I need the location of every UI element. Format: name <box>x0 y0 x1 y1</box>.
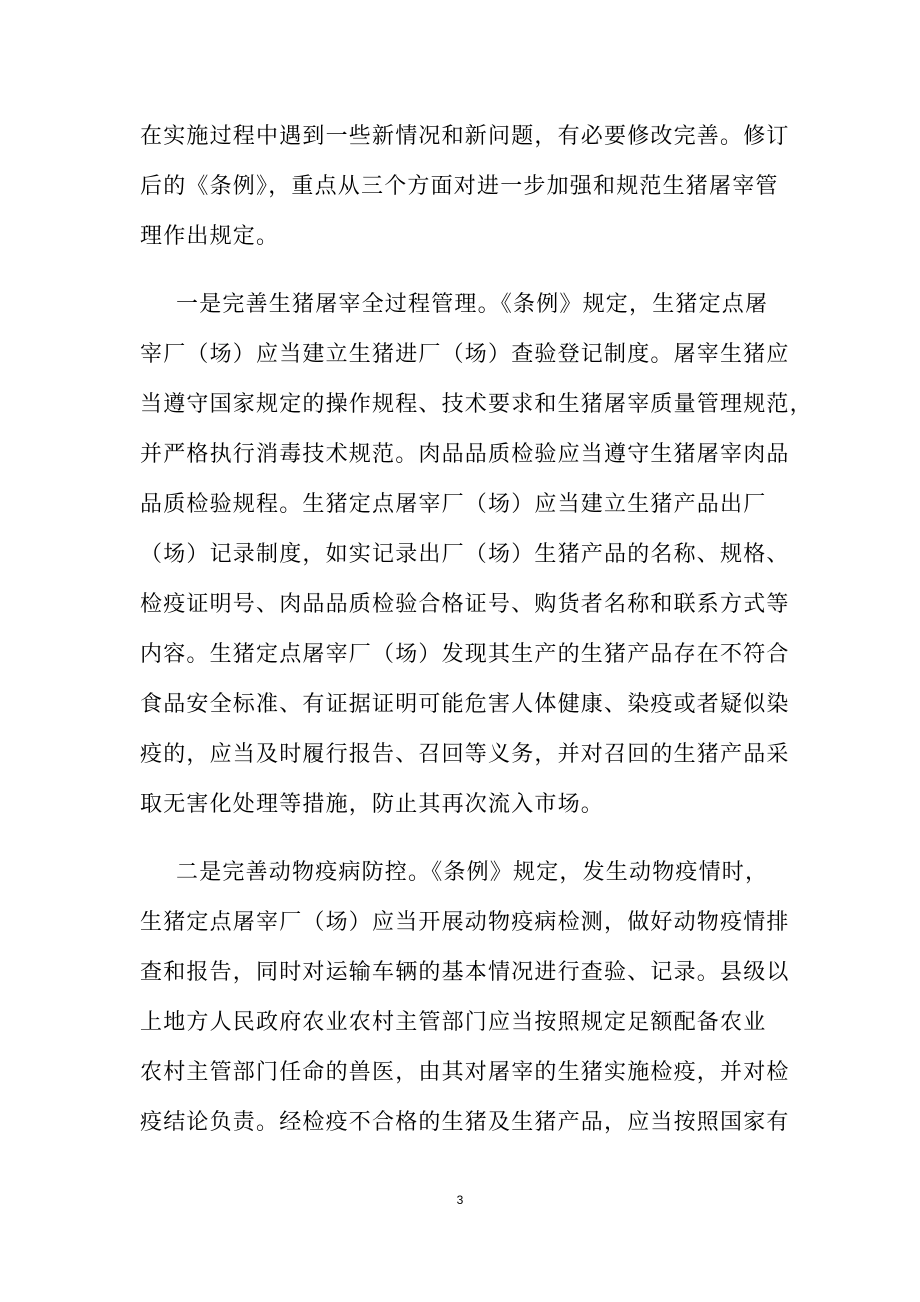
text-line: 食品安全标准、有证据证明可能危害人体健康、染疫或者疑似染 <box>140 692 790 717</box>
text-line: 上地方人民政府农业农村主管部门应当按照规定足额配备农业 <box>140 1010 767 1035</box>
text-line: 当遵守国家规定的操作规程、技术要求和生猪屠宰质量管理规范， <box>140 392 813 417</box>
text-line: 取无害化处理等措施，防止其再次流入市场。 <box>140 792 605 817</box>
text-line: 品质检验规程。生猪定点屠宰厂（场）应当建立生猪产品出厂 <box>140 492 767 517</box>
text-line: 生猪定点屠宰厂（场）应当开展动物疫病检测，做好动物疫情排 <box>140 910 790 935</box>
text-line: 理作出规定。 <box>140 224 280 249</box>
text-line: （场）记录制度，如实记录出厂（场）生猪产品的名称、规格、 <box>140 542 790 567</box>
text-line: 内容。生猪定点屠宰厂（场）发现其生产的生猪产品存在不符合 <box>140 642 790 667</box>
text-line: 后的《条例》，重点从三个方面对进一步加强和规范生猪屠宰管 <box>140 174 779 199</box>
page-number: 3 <box>456 1193 464 1207</box>
text-line: 一是完善生猪屠宰全过程管理。《条例》规定，生猪定点屠 <box>176 292 769 317</box>
text-line: 疫的，应当及时履行报告、召回等义务，并对召回的生猪产品采 <box>140 742 790 767</box>
text-line: 农村主管部门任命的兽医，由其对屠宰的生猪实施检疫，并对检 <box>140 1060 790 1085</box>
text-line: 疫结论负责。经检疫不合格的生猪及生猪产品，应当按照国家有 <box>140 1110 790 1135</box>
text-line: 二是完善动物疫病防控。《条例》规定，发生动物疫情时， <box>176 860 769 885</box>
text-line: 在实施过程中遇到一些新情况和新问题，有必要修改完善。修订 <box>140 124 790 149</box>
text-line: 宰厂（场）应当建立生猪进厂（场）查验登记制度。屠宰生猪应 <box>140 342 790 367</box>
text-line: 查和报告，同时对运输车辆的基本情况进行查验、记录。县级以 <box>140 960 790 985</box>
text-line: 检疫证明号、肉品品质检验合格证号、购货者名称和联系方式等 <box>140 592 790 617</box>
text-line: 并严格执行消毒技术规范。肉品品质检验应当遵守生猪屠宰肉品 <box>140 442 790 467</box>
